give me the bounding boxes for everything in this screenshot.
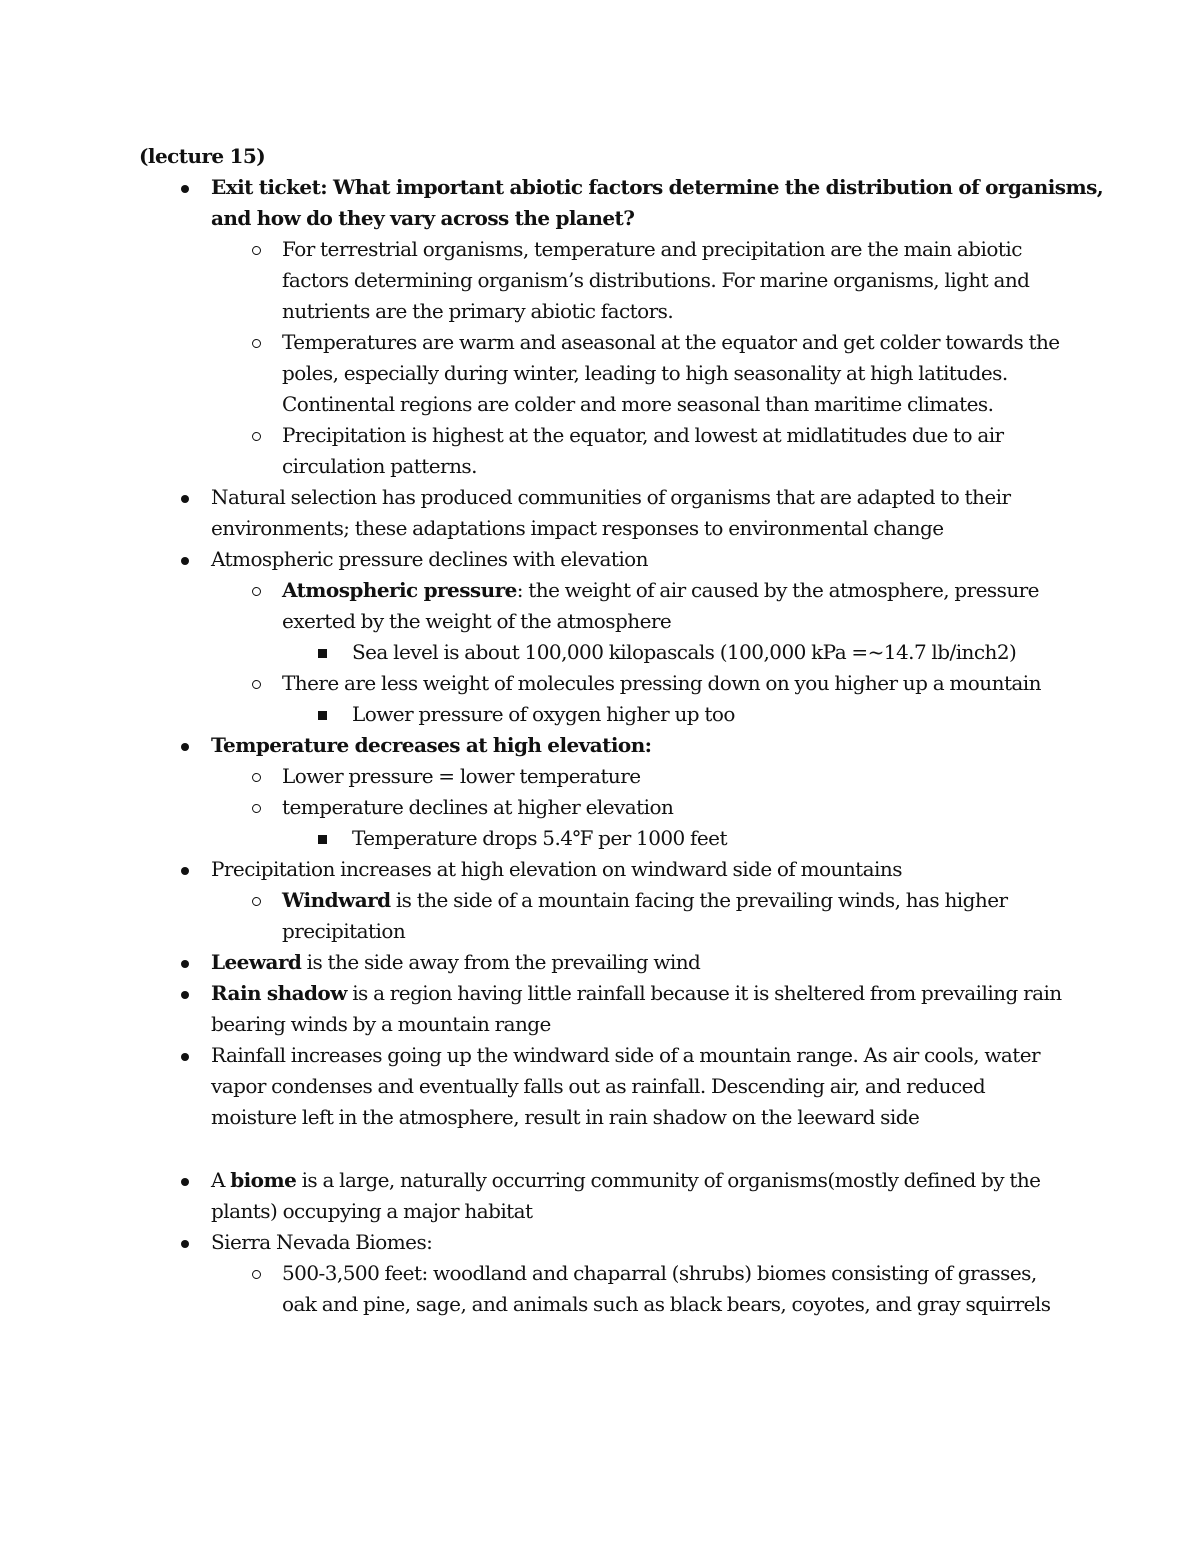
bullet-circle-icon [252, 339, 261, 348]
text-run: precipitation [282, 919, 406, 943]
bold-term: Windward [282, 888, 391, 912]
bullet-circle-icon [252, 432, 261, 441]
list-item-line [282, 575, 1039, 606]
list-item-line [211, 172, 1103, 203]
text-run: poles, especially during winter, leading to high seasonality at high latitudes. [282, 361, 1008, 385]
bullet-dot-icon [181, 1178, 189, 1186]
text-run: Continental regions are colder and more seasonal than maritime climates. [282, 392, 994, 416]
text-run: Sea level is about 100,000 kilopascals (100,000 kPa =~14.7 lb/inch2) [352, 640, 1017, 664]
bullet-dot-icon [181, 991, 189, 999]
bullet-square-icon [318, 649, 327, 658]
list-item-line [211, 1102, 919, 1133]
text-run: A [211, 1168, 231, 1192]
list-item-line [211, 1071, 985, 1102]
bold-term: Temperature decreases at high elevation: [211, 733, 652, 757]
list-item-line [211, 544, 648, 575]
list-item-line [352, 637, 1016, 668]
list-item-line [211, 1196, 533, 1227]
list-item-line [282, 761, 641, 792]
list-item-line [211, 854, 902, 885]
list-item-line [282, 420, 1004, 451]
list-item-line [282, 668, 1041, 699]
text-run: is a large, naturally occurring community of organisms(mostly defined by the [296, 1168, 1041, 1192]
text-run: nutrients are the primary abiotic factors. [282, 299, 674, 323]
text-run: vapor condenses and eventually falls out as rainfall. Descending air, and reduced [211, 1074, 986, 1098]
text-run: is the side away from the prevailing wind [301, 950, 701, 974]
bold-term: Leeward [211, 950, 302, 974]
list-item-line [282, 1289, 1051, 1320]
list-item-line [282, 451, 477, 482]
text-run: exerted by the weight of the atmosphere [282, 609, 672, 633]
bullet-circle-icon [252, 897, 261, 906]
text-run: Sierra Nevada Biomes: [211, 1230, 433, 1254]
list-item-line [352, 823, 727, 854]
text-run: bearing winds by a mountain range [211, 1012, 551, 1036]
text-run: Temperature drops 5.4℉ per 1000 feet [352, 826, 727, 850]
list-item-line [282, 606, 671, 637]
text-run: Atmospheric pressure declines with elevation [211, 547, 649, 571]
bold-term: Rain shadow [211, 981, 347, 1005]
list-item-line [282, 885, 1008, 916]
text-run: Lower pressure of oxygen higher up too [352, 702, 735, 726]
bullet-circle-icon [252, 804, 261, 813]
list-item-line [211, 978, 1062, 1009]
list-item-line [282, 792, 673, 823]
bullet-circle-icon [252, 773, 261, 782]
bullet-circle-icon [252, 680, 261, 689]
list-item-line [282, 358, 1008, 389]
bullet-dot-icon [181, 960, 189, 968]
bold-term: biome [230, 1168, 297, 1192]
text-run: moisture left in the atmosphere, result in rain shadow on the leeward side [211, 1105, 920, 1129]
text-run: is a region having little rainfall because it is sheltered from prevailing rain [346, 981, 1062, 1005]
bullet-dot-icon [181, 743, 189, 751]
text-run: circulation patterns. [282, 454, 477, 478]
list-item-line [352, 699, 735, 730]
text-run: is the side of a mountain facing the prevailing winds, has higher [390, 888, 1008, 912]
list-item-line [211, 730, 652, 761]
bullet-circle-icon [252, 1270, 261, 1279]
text-run: Lower pressure = lower temperature [282, 764, 641, 788]
list-item-line [211, 1009, 551, 1040]
list-item-line [282, 1258, 1037, 1289]
bullet-dot-icon [181, 185, 189, 193]
bullet-dot-icon [181, 557, 189, 565]
text-run: factors determining organism’s distributions. For marine organisms, light and [282, 268, 1030, 292]
text-run: Rainfall increases going up the windward side of a mountain range. As air cools, water [211, 1043, 1041, 1067]
text-run: Precipitation is highest at the equator, and lowest at midlatitudes due to air [282, 423, 1004, 447]
list-item-line [282, 327, 1060, 358]
list-item-line [211, 513, 944, 544]
bold-term: Exit ticket: What important abiotic factors determine the distribution of organisms, [211, 175, 1104, 199]
bullet-dot-icon [181, 495, 189, 503]
list-item-line [211, 1165, 1040, 1196]
bullet-square-icon [318, 711, 327, 720]
text-run: For terrestrial organisms, temperature and precipitation are the main abiotic [282, 237, 1022, 261]
text-run: 500-3,500 feet: woodland and chaparral (shrubs) biomes consisting of grasses, [282, 1261, 1037, 1285]
text-run: plants) occupying a major habitat [211, 1199, 533, 1223]
bold-term: and how do they vary across the planet? [211, 206, 635, 230]
bullet-circle-icon [252, 587, 261, 596]
text-run: oak and pine, sage, and animals such as black bears, coyotes, and gray squirrels [282, 1292, 1051, 1316]
list-item-line [211, 203, 634, 234]
bullet-circle-icon [252, 246, 261, 255]
text-run: Natural selection has produced communities of organisms that are adapted to their [211, 485, 1011, 509]
text-run: Precipitation increases at high elevation on windward side of mountains [211, 857, 902, 881]
lecture-header: (lecture 15) [139, 144, 266, 168]
list-item-line [282, 265, 1029, 296]
bold-term: Atmospheric pressure [282, 578, 517, 602]
text-run: Temperatures are warm and aseasonal at the equator and get colder towards the [282, 330, 1060, 354]
text-run: environments; these adaptations impact responses to environmental change [211, 516, 944, 540]
bullet-dot-icon [181, 1240, 189, 1248]
list-item-line [282, 916, 405, 947]
list-item-line [282, 234, 1022, 265]
list-item-line [282, 296, 673, 327]
text-run: : the weight of air caused by the atmosphere, pressure [516, 578, 1039, 602]
bullet-square-icon [318, 835, 327, 844]
bullet-dot-icon [181, 1053, 189, 1061]
text-run: temperature declines at higher elevation [282, 795, 674, 819]
bullet-dot-icon [181, 867, 189, 875]
list-item-line [211, 1040, 1040, 1071]
list-item-line [211, 947, 700, 978]
list-item-line [211, 482, 1011, 513]
list-item-line [211, 1227, 432, 1258]
list-item-line [282, 389, 993, 420]
text-run: There are less weight of molecules pressing down on you higher up a mountain [282, 671, 1041, 695]
